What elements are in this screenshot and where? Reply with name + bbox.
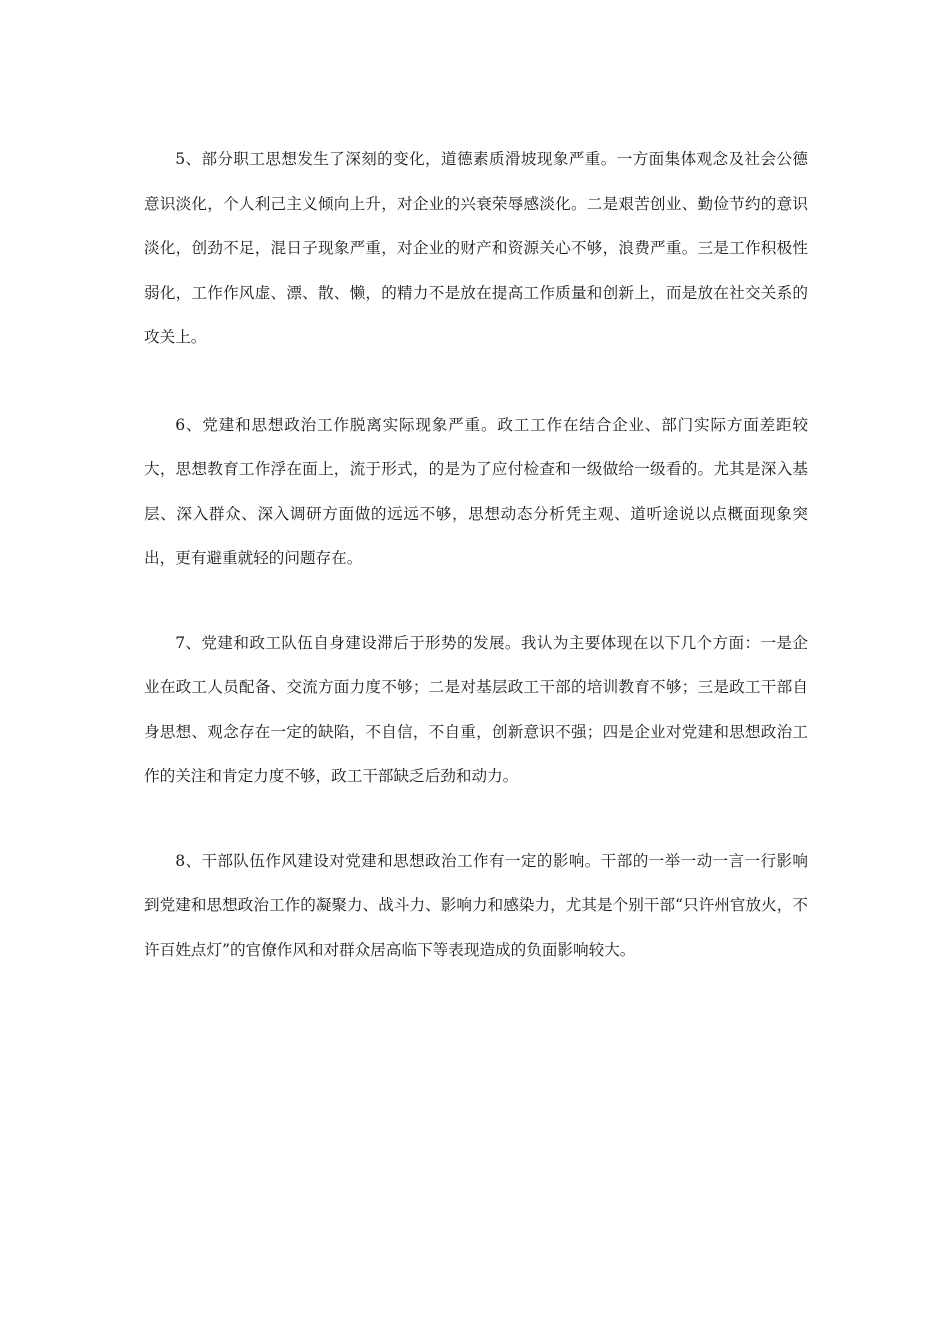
paragraph-spacer — [144, 799, 808, 839]
paragraph-6: 6、党建和思想政治工作脱离实际现象严重。政工工作在结合企业、部门实际方面差距较大，思想教育工作浮在面上，流于形式，的是为了应付检查和一级做给一级看的。尤其是深入基层、深入群众、深入调研方面做的远远不够，思想动态分析凭主观、道听途说以点概面现象突出，更有避重就轻的问题存在。 — [144, 415, 808, 567]
paragraph-spacer — [144, 360, 808, 403]
paragraph-spacer — [144, 581, 808, 621]
paragraph-7: 7、党建和政工队伍自身建设滞后于形势的发展。我认为主要体现在以下几个方面：一是企业在政工人员配备、交流方面力度不够；二是对基层政工干部的培训教育不够；三是政工干部自身思想、观念存在一定的缺陷，不自信，不自重，创新意识不强；四是企业对党建和思想政治工作的关注和肯定力度不够，政工干部缺乏后劲和动力。 — [144, 633, 808, 785]
paragraph-5: 5、部分职工思想发生了深刻的变化，道德素质滑坡现象严重。一方面集体观念及社会公德意识淡化，个人利己主义倾向上升，对企业的兴衰荣辱感淡化。二是艰苦创业、勤俭节约的意识淡化，创劲不足，混日子现象严重，对企业的财产和资源关心不够，浪费严重。三是工作积极性弱化，工作作风虚、漂、散、懒，的精力不是放在提高工作质量和创新上，而是放在社交关系的攻关上。 — [144, 150, 808, 346]
paragraph-8: 8、干部队伍作风建设对党建和思想政治工作有一定的影响。干部的一举一动一言一行影响到党建和思想政治工作的凝聚力、战斗力、影响力和感染力，尤其是个别干部“只许州官放火，不许百姓点灯”的官僚作风和对群众居高临下等表现造成的负面影响较大。 — [144, 851, 808, 959]
document-body — [144, 137, 808, 972]
